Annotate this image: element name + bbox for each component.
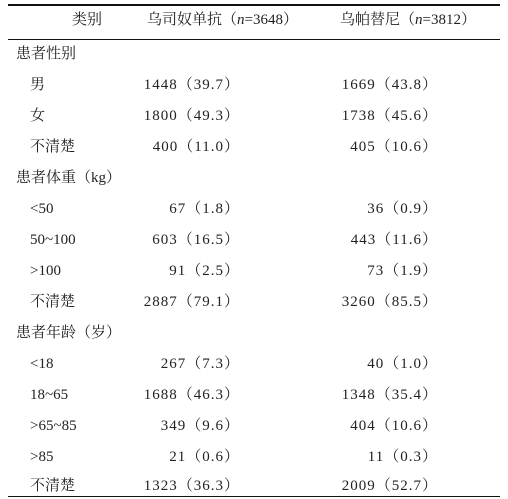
row-value-drug2: 40（1.0） bbox=[367, 356, 438, 372]
table-row bbox=[0, 228, 508, 252]
row-label: 女 bbox=[30, 108, 46, 124]
table-row bbox=[0, 259, 508, 283]
table-bottom-rule bbox=[8, 496, 500, 497]
section-title-sex bbox=[0, 42, 508, 66]
table-row bbox=[0, 73, 508, 97]
row-value-drug1: 1323（36.3） bbox=[143, 478, 240, 494]
row-label: 男 bbox=[30, 77, 46, 93]
table-header-rule bbox=[8, 39, 500, 40]
header-drug2: 乌帕替尼（n=3812） bbox=[340, 12, 476, 28]
row-value-drug1: 603（16.5） bbox=[152, 232, 240, 248]
row-value-drug1: 21（0.6） bbox=[169, 449, 240, 465]
row-value-drug2: 11（0.3） bbox=[367, 449, 438, 465]
table-row bbox=[0, 383, 508, 407]
table-top-rule bbox=[8, 4, 500, 6]
row-label: 18~65 bbox=[30, 387, 69, 403]
row-value-drug1: 1448（39.7） bbox=[143, 77, 240, 93]
row-value-drug2: 3260（85.5） bbox=[341, 294, 438, 310]
row-label: >65~85 bbox=[30, 418, 77, 434]
row-value-drug1: 67（1.8） bbox=[169, 201, 240, 217]
row-label: 不清楚 bbox=[30, 478, 76, 494]
row-label: 患者体重（kg） bbox=[16, 170, 122, 186]
row-value-drug2: 2009（52.7） bbox=[341, 478, 438, 494]
row-label: 患者性别 bbox=[16, 46, 77, 62]
header-drug1: 乌司奴单抗（n=3648） bbox=[147, 12, 298, 28]
row-value-drug1: 1688（46.3） bbox=[143, 387, 240, 403]
row-value-drug2: 36（0.9） bbox=[367, 201, 438, 217]
table-row bbox=[0, 135, 508, 159]
header-category: 类别 bbox=[72, 12, 103, 28]
row-label: 不清楚 bbox=[30, 294, 76, 310]
table-row bbox=[0, 474, 508, 498]
table-row bbox=[0, 352, 508, 376]
row-label: 50~100 bbox=[30, 232, 76, 248]
row-value-drug2: 73（1.9） bbox=[367, 263, 438, 279]
row-value-drug1: 91（2.5） bbox=[169, 263, 240, 279]
row-value-drug2: 405（10.6） bbox=[350, 139, 438, 155]
row-label: <50 bbox=[30, 201, 54, 217]
row-value-drug1: 400（11.0） bbox=[152, 139, 240, 155]
row-value-drug2: 404（10.6） bbox=[350, 418, 438, 434]
row-value-drug2: 1669（43.8） bbox=[341, 77, 438, 93]
row-value-drug2: 443（11.6） bbox=[350, 232, 438, 248]
row-value-drug1: 349（9.6） bbox=[160, 418, 240, 434]
row-value-drug2: 1348（35.4） bbox=[341, 387, 438, 403]
section-title-weight bbox=[0, 166, 508, 190]
table-header-row bbox=[0, 8, 508, 32]
table-row bbox=[0, 197, 508, 221]
table-row bbox=[0, 104, 508, 128]
row-label: >85 bbox=[30, 449, 54, 465]
table-row bbox=[0, 414, 508, 438]
row-value-drug1: 2887（79.1） bbox=[143, 294, 240, 310]
section-title-age bbox=[0, 321, 508, 345]
row-label: <18 bbox=[30, 356, 54, 372]
row-value-drug1: 1800（49.3） bbox=[143, 108, 240, 124]
table-row bbox=[0, 290, 508, 314]
row-label: 患者年龄（岁） bbox=[16, 325, 122, 341]
table-row bbox=[0, 445, 508, 469]
row-value-drug2: 1738（45.6） bbox=[341, 108, 438, 124]
row-label: >100 bbox=[30, 263, 61, 279]
row-label: 不清楚 bbox=[30, 139, 76, 155]
row-value-drug1: 267（7.3） bbox=[160, 356, 240, 372]
